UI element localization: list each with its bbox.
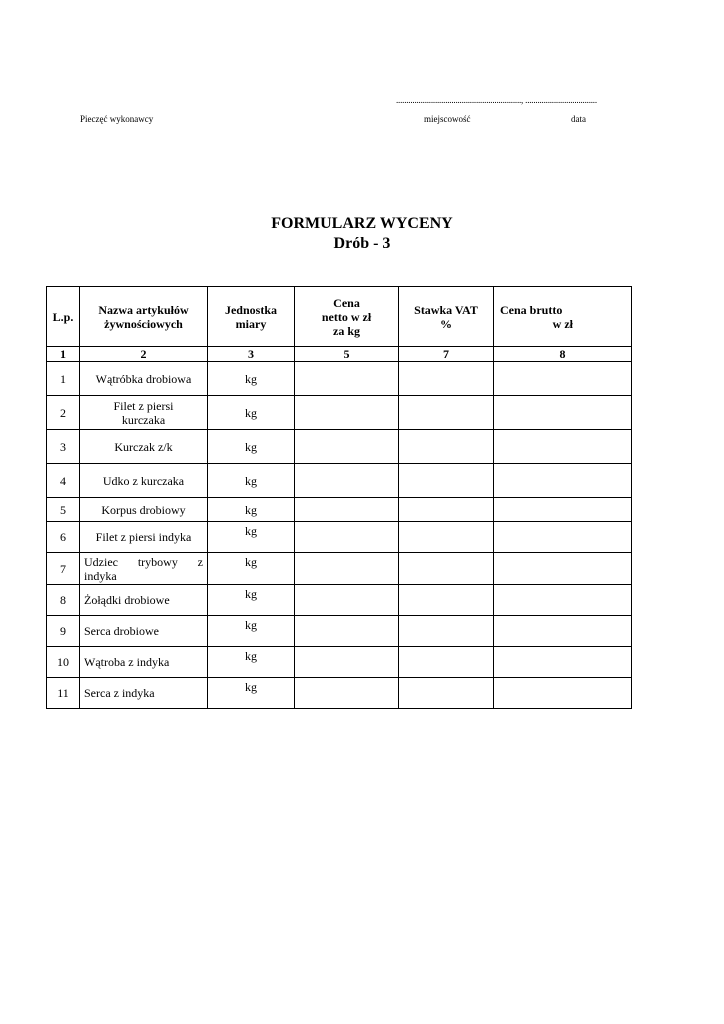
row-lp: 3 [47,430,80,464]
net-price-cell[interactable] [295,553,399,585]
gross-price-cell[interactable] [494,647,632,678]
row-unit: kg [208,647,295,678]
row-lp: 7 [47,553,80,585]
date-label: data [571,114,586,124]
form-subtitle: Drób - 3 [333,235,391,252]
row-unit: kg [208,553,295,585]
row-item-name: Korpus drobiowy [80,498,208,522]
net-price-cell[interactable] [295,647,399,678]
header-unit: Jednostka miary [208,287,295,347]
gross-price-cell[interactable] [494,553,632,585]
row-lp: 6 [47,522,80,553]
row-unit: kg [208,585,295,616]
gross-price-cell[interactable] [494,585,632,616]
vat-cell[interactable] [399,647,494,678]
row-item-name: Udziec trybowy z indyka [80,553,208,585]
gross-price-cell[interactable] [494,396,632,430]
price-table [46,286,632,709]
row-item-name: Serca drobiowe [80,616,208,647]
gross-price-cell[interactable] [494,678,632,709]
net-price-cell[interactable] [295,585,399,616]
col-number: 5 [295,347,399,362]
row-item-name: Serca z indyka [80,678,208,709]
row-unit: kg [208,522,295,553]
row-unit: kg [208,362,295,396]
table-row [47,396,632,430]
net-price-cell[interactable] [295,678,399,709]
net-price-cell[interactable] [295,498,399,522]
net-price-cell[interactable] [295,396,399,430]
vat-cell[interactable] [399,585,494,616]
net-price-cell[interactable] [295,616,399,647]
header-gross-price: Cena brutto w zł [494,287,632,347]
row-item-name: Wątróbka drobiowa [80,362,208,396]
col-number: 3 [208,347,295,362]
gross-price-cell[interactable] [494,522,632,553]
net-price-cell[interactable] [295,464,399,498]
table-row [47,362,632,396]
table-row [47,616,632,647]
row-item-name: Filet z piersi kurczaka [80,396,208,430]
net-price-cell[interactable] [295,362,399,396]
row-unit: kg [208,616,295,647]
row-item-name: Wątroba z indyka [80,647,208,678]
row-item-name: Żołądki drobiowe [80,585,208,616]
row-item-name: Filet z piersi indyka [80,522,208,553]
row-lp: 1 [47,362,80,396]
header-row [47,287,632,347]
row-item-name: Kurczak z/k [80,430,208,464]
table-row [47,647,632,678]
gross-price-cell[interactable] [494,498,632,522]
table-row [47,430,632,464]
place-label: miejscowość [424,114,471,124]
row-lp: 8 [47,585,80,616]
col-number: 7 [399,347,494,362]
header-vat: Stawka VAT % [399,287,494,347]
vat-cell[interactable] [399,553,494,585]
table-row [47,553,632,585]
vat-cell[interactable] [399,362,494,396]
col-number: 8 [494,347,632,362]
header-name: Nazwa artykułów żywnościowych [80,287,208,347]
row-unit: kg [208,678,295,709]
vat-cell[interactable] [399,430,494,464]
row-unit: kg [208,464,295,498]
numbering-row [47,347,632,362]
gross-price-cell[interactable] [494,616,632,647]
vat-cell[interactable] [399,498,494,522]
table-row [47,522,632,553]
col-number: 1 [47,347,80,362]
net-price-cell[interactable] [295,430,399,464]
row-unit: kg [208,498,295,522]
vat-cell[interactable] [399,616,494,647]
header-dotted-line: ............................................................., ................................... [396,95,597,105]
vat-cell[interactable] [399,678,494,709]
vat-cell[interactable] [399,464,494,498]
form-title: FORMULARZ WYCENY [271,215,453,232]
row-item-name: Udko z kurczaka [80,464,208,498]
vat-cell[interactable] [399,396,494,430]
col-number: 2 [80,347,208,362]
table-row [47,498,632,522]
header-lp: L.p. [47,287,80,347]
stamp-label: Pieczęć wykonawcy [80,114,154,124]
row-unit: kg [208,396,295,430]
row-lp: 9 [47,616,80,647]
gross-price-cell[interactable] [494,362,632,396]
table-row [47,678,632,709]
net-price-cell[interactable] [295,522,399,553]
row-unit: kg [208,430,295,464]
table-row [47,585,632,616]
row-lp: 10 [47,647,80,678]
vat-cell[interactable] [399,522,494,553]
row-lp: 2 [47,396,80,430]
header-net-price: Cena netto w zł za kg [295,287,399,347]
row-lp: 5 [47,498,80,522]
row-lp: 11 [47,678,80,709]
gross-price-cell[interactable] [494,464,632,498]
table-row [47,464,632,498]
row-lp: 4 [47,464,80,498]
gross-price-cell[interactable] [494,430,632,464]
